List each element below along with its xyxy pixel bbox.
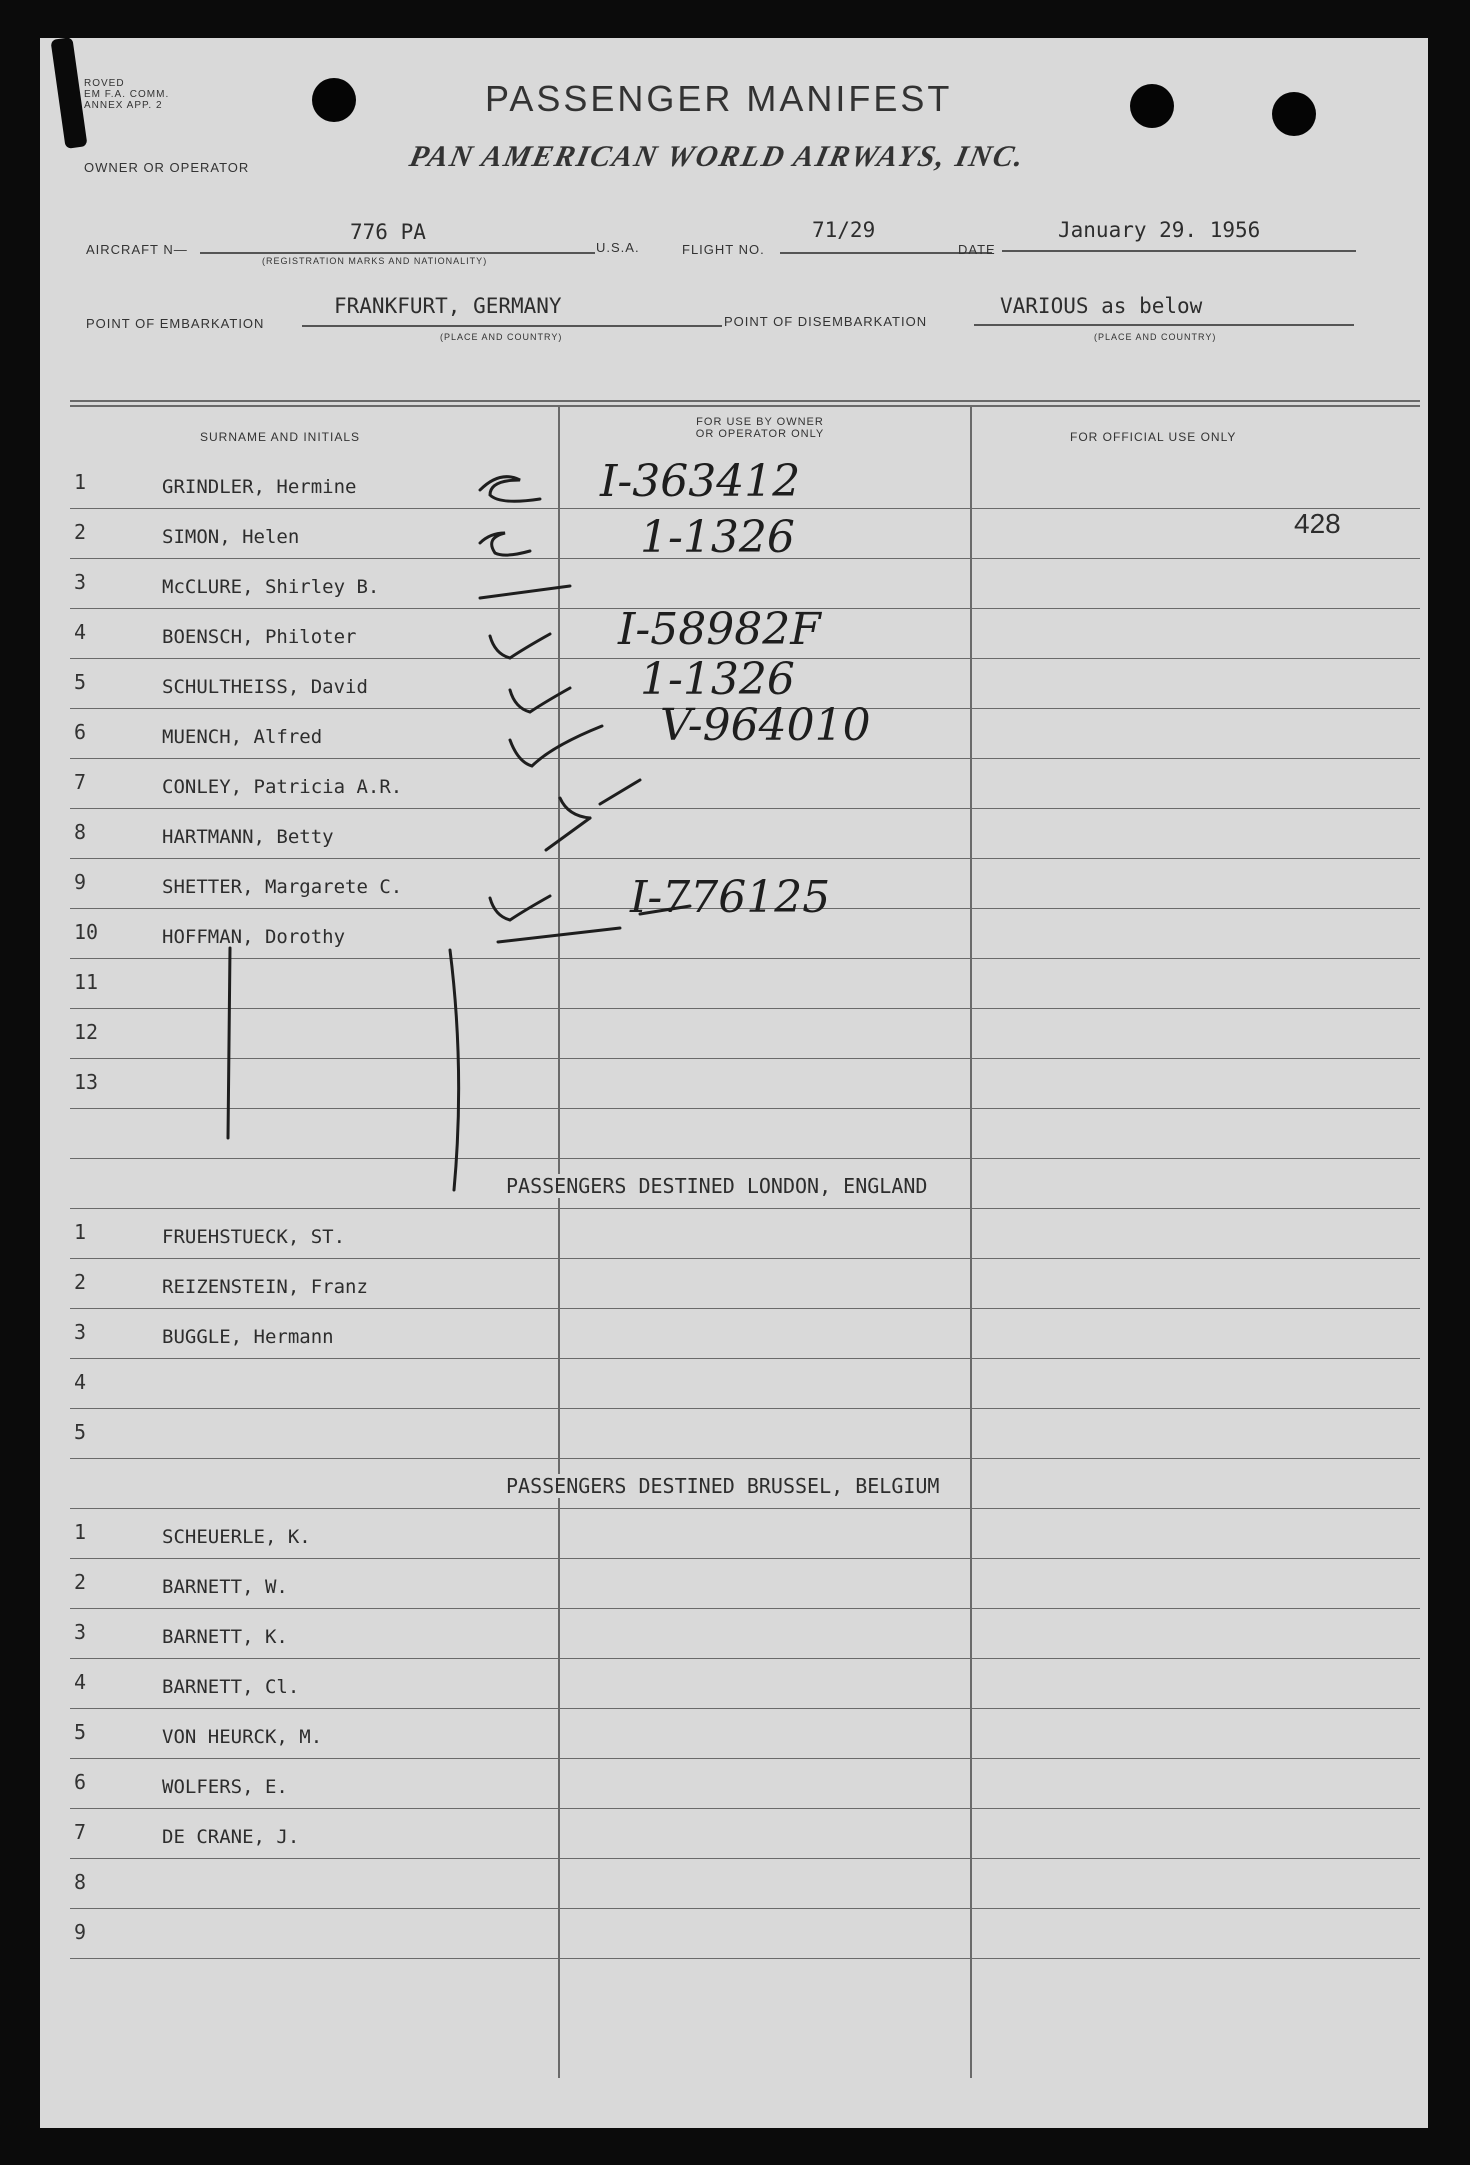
row-number: 7	[74, 770, 87, 794]
row-number: 11	[74, 970, 99, 994]
passenger-name: BARNETT, Cl.	[162, 1676, 300, 1698]
row-number: 5	[74, 670, 87, 694]
passenger-name: HOFFMAN, Dorothy	[162, 926, 346, 948]
row-number: 1	[74, 470, 87, 494]
row-number: 2	[74, 1270, 87, 1294]
row-number: 1	[74, 1520, 87, 1544]
embarkation-label: POINT OF EMBARKATION	[86, 316, 265, 331]
date-value: January 29. 1956	[1058, 218, 1261, 242]
row-number: 2	[74, 1570, 87, 1594]
passenger-name: BARNETT, K.	[162, 1626, 288, 1648]
embarkation-caption: (PLACE AND COUNTRY)	[440, 332, 563, 342]
handwritten-marks	[40, 38, 1428, 2128]
row-number: 4	[74, 620, 87, 644]
passenger-name: CONLEY, Patricia A.R.	[162, 776, 403, 798]
col-header-surname: SURNAME AND INITIALS	[200, 430, 361, 444]
disembarkation-caption: (PLACE AND COUNTRY)	[1094, 332, 1217, 342]
row-number: 8	[74, 820, 87, 844]
passenger-name: SCHULTHEISS, David	[162, 676, 368, 698]
row-number: 13	[74, 1070, 99, 1094]
row-number: 10	[74, 920, 99, 944]
row-number: 5	[74, 1720, 87, 1744]
passenger-name: SCHEUERLE, K.	[162, 1526, 311, 1548]
passenger-name: REIZENSTEIN, Franz	[162, 1276, 368, 1298]
row-number: 5	[74, 1420, 87, 1444]
manifest-sheet	[40, 38, 1428, 2128]
passenger-name: BARNETT, W.	[162, 1576, 288, 1598]
row-number: 6	[74, 1770, 87, 1794]
row-number: 4	[74, 1670, 87, 1694]
company-name: PAN AMERICAN WORLD AIRWAYS, INC.	[406, 140, 1029, 173]
official-number: 428	[1294, 508, 1341, 539]
disembarkation-label: POINT OF DISEMBARKATION	[724, 314, 928, 329]
passenger-name: BUGGLE, Hermann	[162, 1326, 334, 1348]
passenger-name: VON HEURCK, M.	[162, 1726, 323, 1748]
col-header-owner: FOR USE BY OWNER OR OPERATOR ONLY	[695, 416, 825, 440]
aircraft-value: 776 PA	[350, 220, 426, 244]
passenger-name: WOLFERS, E.	[162, 1776, 288, 1798]
passenger-name: McCLURE, Shirley B.	[162, 576, 380, 598]
section-heading: PASSENGERS DESTINED LONDON, ENGLAND	[506, 1174, 928, 1198]
row-number: 6	[74, 720, 87, 744]
row-number: 2	[74, 520, 87, 544]
passenger-name: HARTMANN, Betty	[162, 826, 334, 848]
handwritten-id-6: V-964010	[660, 700, 871, 751]
section-heading: PASSENGERS DESTINED BRUSSEL, BELGIUM	[506, 1474, 940, 1498]
row-number: 1	[74, 1220, 87, 1244]
passenger-name: DE CRANE, J.	[162, 1826, 300, 1848]
col-header-official: FOR OFFICIAL USE ONLY	[1070, 430, 1237, 444]
owner-label: OWNER OR OPERATOR	[84, 160, 250, 175]
handwritten-id-4: I-58982F	[618, 604, 821, 655]
disembarkation-value: VARIOUS as below	[1000, 294, 1203, 318]
flight-label: FLIGHT NO.	[682, 242, 765, 257]
form-title: PASSENGER MANIFEST	[485, 78, 953, 119]
date-label: DATE	[958, 242, 996, 257]
row-number: 7	[74, 1820, 87, 1844]
row-number: 3	[74, 1320, 87, 1344]
usa-label: U.S.A.	[596, 240, 640, 255]
row-number: 12	[74, 1020, 99, 1044]
passenger-name: SHETTER, Margarete C.	[162, 876, 403, 898]
handwritten-id-2: 1-1326	[640, 512, 795, 563]
aircraft-label: AIRCRAFT N—	[86, 242, 188, 257]
handwritten-id-9: I-776125	[630, 872, 831, 923]
flight-value: 71/29	[812, 218, 876, 242]
row-number: 3	[74, 1620, 87, 1644]
aircraft-caption: (REGISTRATION MARKS AND NATIONALITY)	[262, 256, 488, 266]
handwritten-id-1: I-363412	[600, 456, 801, 507]
handwritten-id-5: 1-1326	[640, 654, 795, 705]
passenger-name: GRINDLER, Hermine	[162, 476, 357, 498]
passenger-name: MUENCH, Alfred	[162, 726, 323, 748]
row-number: 9	[74, 870, 87, 894]
row-number: 4	[74, 1370, 87, 1394]
passenger-name: BOENSCH, Philoter	[162, 626, 357, 648]
row-number: 3	[74, 570, 87, 594]
row-number: 8	[74, 1870, 87, 1894]
passenger-name: FRUEHSTUECK, ST.	[162, 1226, 346, 1248]
embarkation-value: FRANKFURT, GERMANY	[334, 294, 562, 318]
approved-stamp: ROVED EM F.A. COMM. ANNEX APP. 2	[84, 78, 170, 111]
row-number: 9	[74, 1920, 87, 1944]
passenger-name: SIMON, Helen	[162, 526, 300, 548]
